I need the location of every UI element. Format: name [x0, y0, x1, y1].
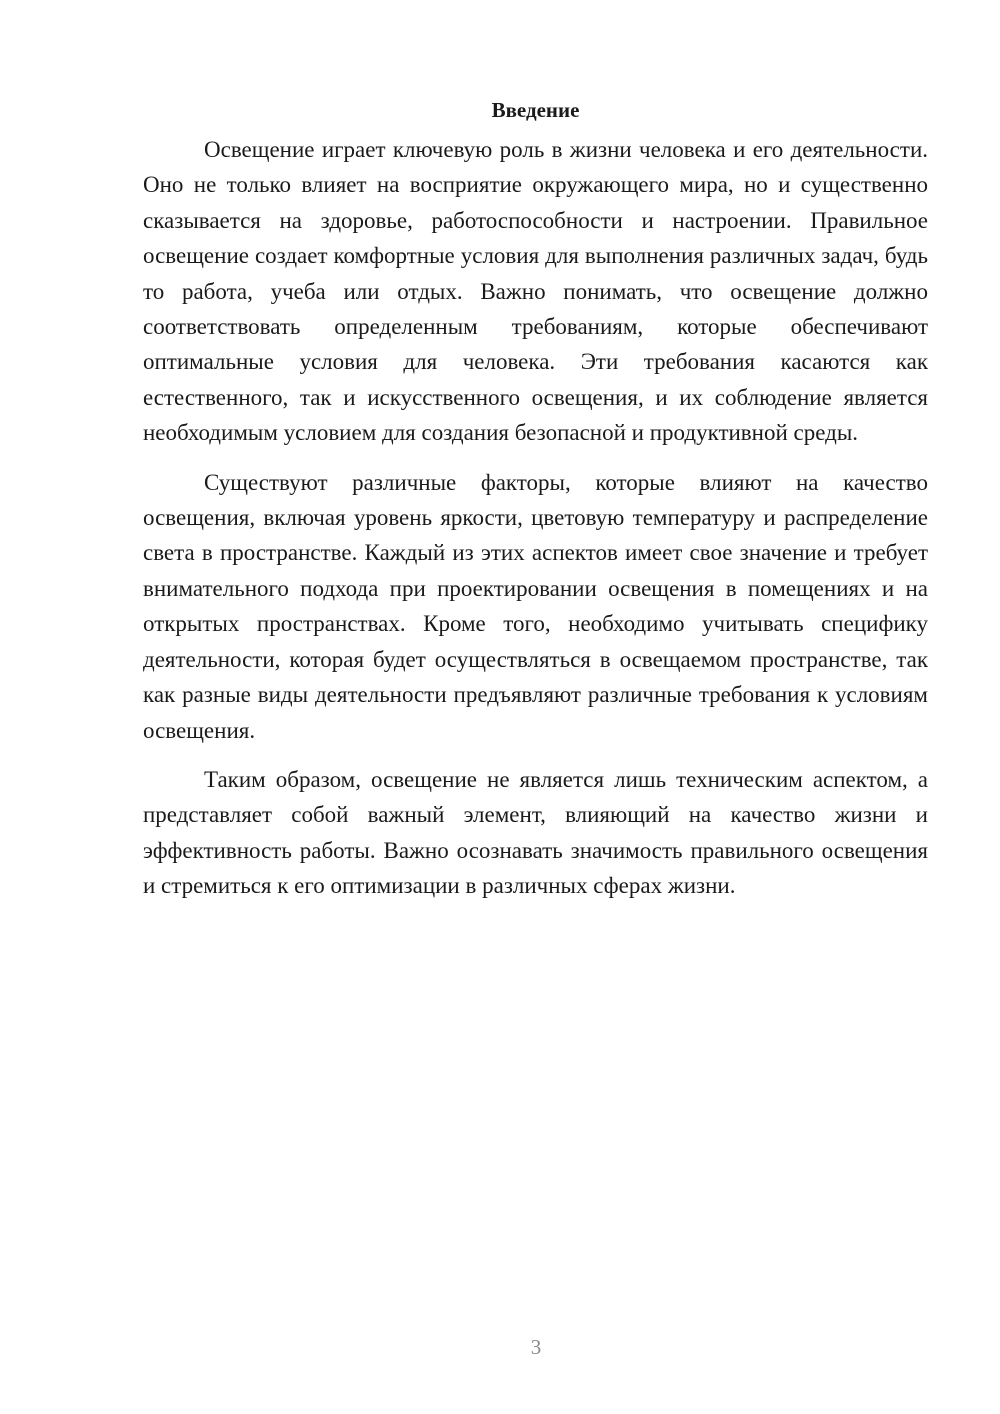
- paragraph-3: Таким образом, освещение не является лишь техническим аспектом, а представляет собой важный элемент, влияющий на качество жизни и эффективность работы. Важно осознавать значимость правильного освещения и стремиться к его оптимизации в различных сферах жизни.: [143, 766, 928, 899]
- page-content: [143, 92, 928, 904]
- paragraph-1: Освещение играет ключевую роль в жизни человека и его деятельности. Оно не только влияет на восприятие окружающего мира, но и существенно сказывается на здоровье, работоспособности и настроении. Правильное освещение создает комфортные условия для выполнения различных задач, будь то работа, учеба или отдых. Важно понимать, что освещение должно соответствовать определенным требованиям, которые обеспечивают оптимальные условия для человека. Эти требования касаются как естественного, так и искусственного освещения, и их соблюдение является необходимым условием для создания безопасной и продуктивной среды.: [143, 137, 928, 446]
- paragraph-2: Существуют различные факторы, которые влияют на качество освещения, включая уровень яркости, цветовую температуру и распределение света в пространстве. Каждый из этих аспектов имеет свое значение и требует внимательного подхода при проектировании освещения в помещениях и на открытых пространствах. Кроме того, необходимо учитывать специфику деятельности, которая будет осуществляться в освещаемом пространстве, так как разные виды деятельности предъявляют различные требования к условиям освещения.: [143, 469, 928, 743]
- section-heading: Введение: [491, 98, 580, 122]
- page-number: 3: [530, 1335, 542, 1359]
